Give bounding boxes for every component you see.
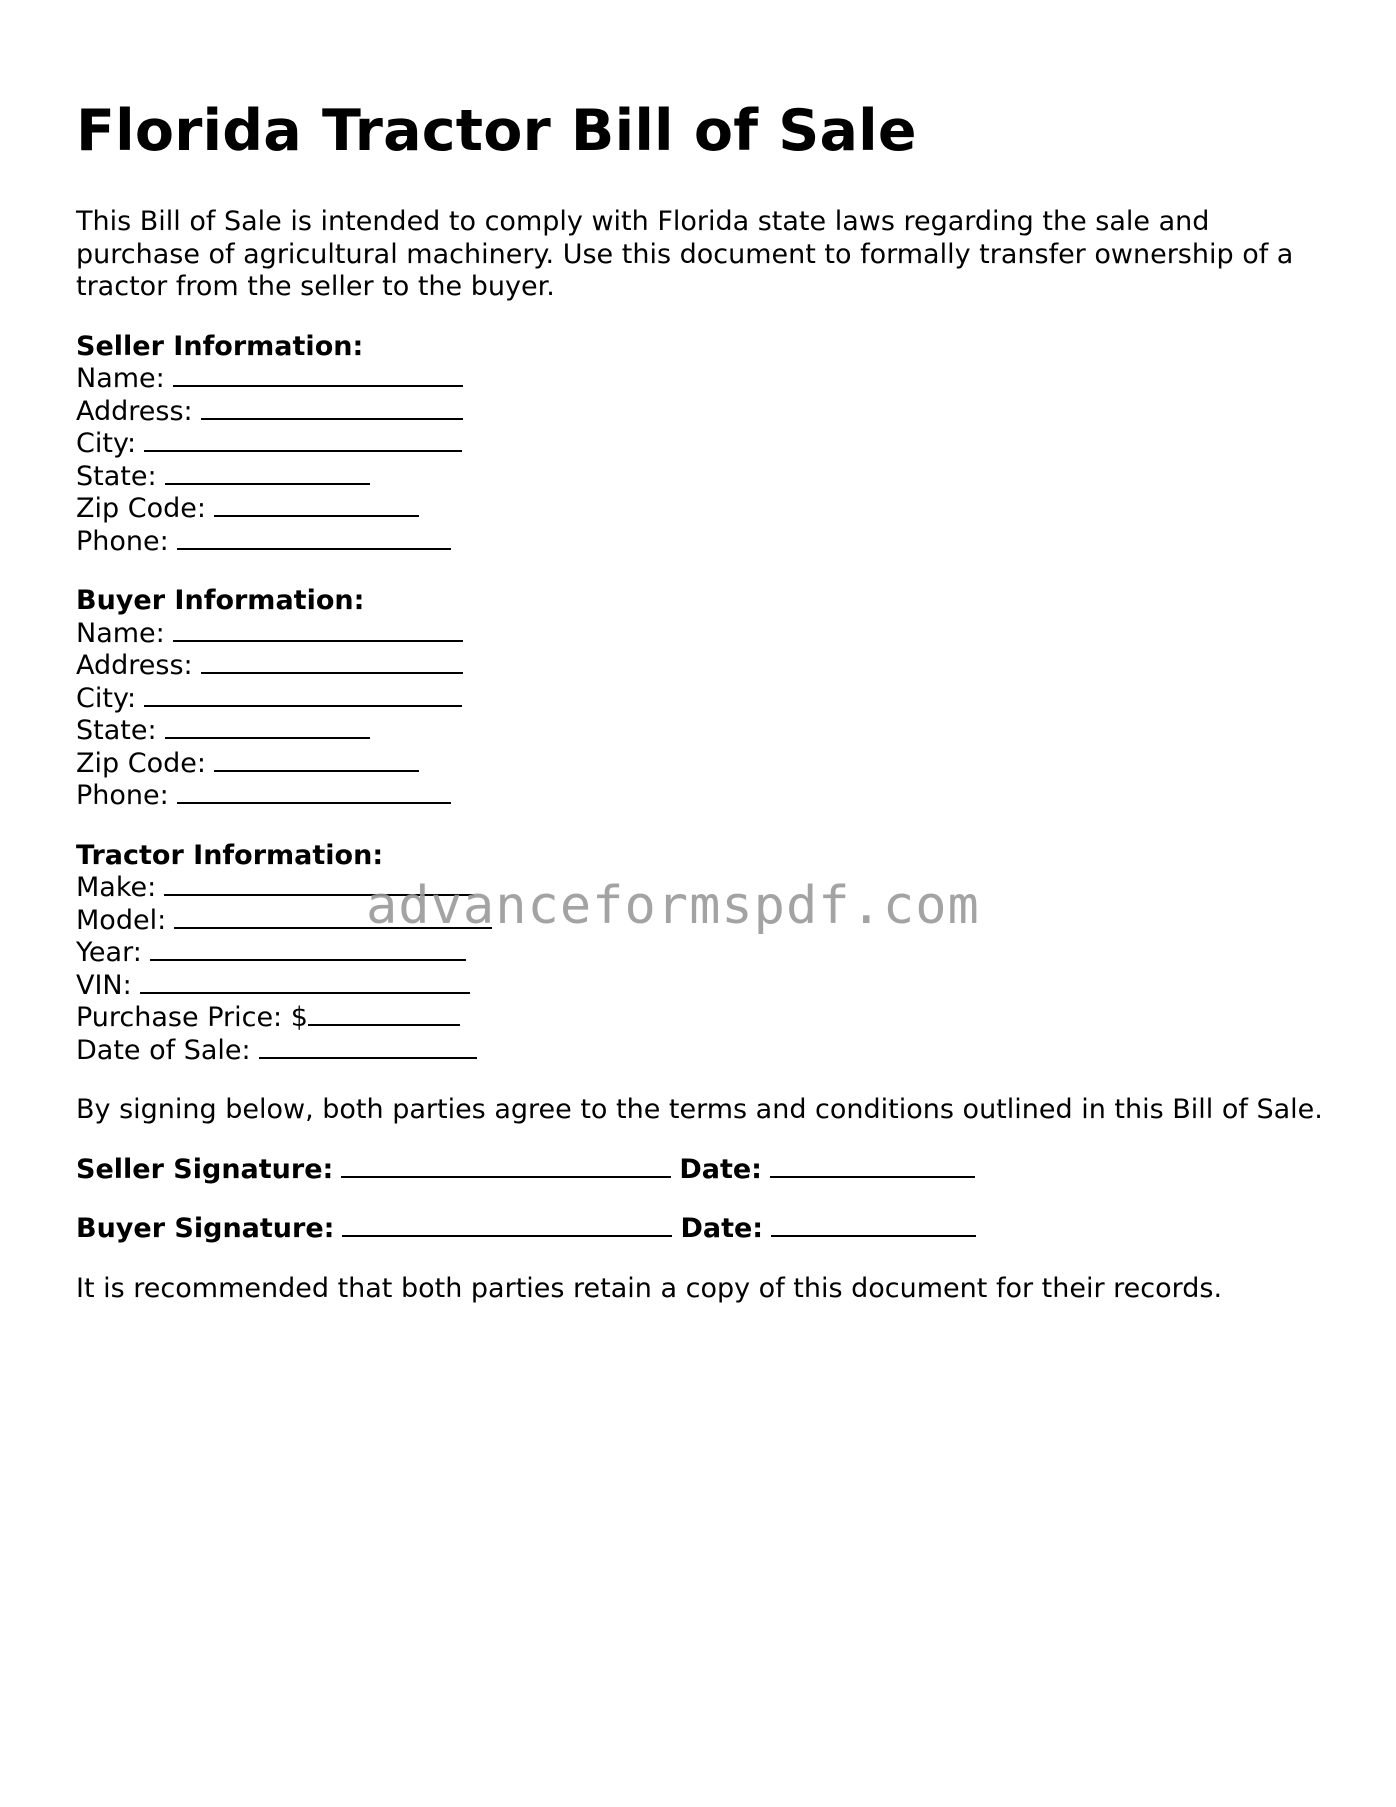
buyer-phone-field bbox=[76, 780, 1326, 813]
buyer-state-field bbox=[76, 715, 1326, 748]
field-label: Model: bbox=[76, 904, 167, 936]
seller-phone-blank[interactable] bbox=[177, 526, 451, 550]
buyer-heading: Buyer Information: bbox=[76, 585, 365, 616]
seller-section bbox=[76, 331, 1326, 559]
buyer-date-label: Date: bbox=[680, 1213, 764, 1244]
field-label: Make: bbox=[76, 872, 157, 903]
field-label: City: bbox=[76, 682, 137, 714]
seller-signature-blank[interactable] bbox=[341, 1154, 671, 1178]
seller-city-blank[interactable] bbox=[144, 428, 462, 452]
tractor-section bbox=[76, 840, 1326, 1068]
buyer-signature-blank[interactable] bbox=[342, 1213, 672, 1237]
agreement-paragraph: By signing below, both parties agree to the terms and conditions outlined in this Bill of Sale. bbox=[76, 1094, 1323, 1125]
seller-heading: Seller Information: bbox=[76, 330, 364, 362]
buyer-section bbox=[76, 585, 1326, 813]
field-label: Zip Code: bbox=[76, 747, 206, 779]
tractor-year-field bbox=[76, 937, 1326, 970]
buyer-state-blank[interactable] bbox=[165, 715, 370, 739]
seller-zip-blank[interactable] bbox=[214, 493, 419, 517]
seller-phone-field bbox=[76, 526, 1326, 559]
tractor-price-blank[interactable] bbox=[308, 1002, 460, 1026]
tractor-vin-field bbox=[76, 970, 1326, 1003]
field-label: Zip Code: bbox=[76, 493, 206, 524]
seller-signature-label: Seller Signature: bbox=[76, 1153, 334, 1185]
seller-name-field bbox=[76, 363, 1326, 396]
seller-state-field bbox=[76, 461, 1326, 494]
field-label: Phone: bbox=[76, 780, 169, 811]
tractor-price-field bbox=[76, 1002, 1326, 1035]
field-label: Address: bbox=[76, 395, 193, 427]
field-label: State: bbox=[76, 460, 157, 492]
buyer-signature-label: Buyer Signature: bbox=[76, 1213, 335, 1244]
tractor-vin-blank[interactable] bbox=[140, 970, 470, 994]
buyer-city-field bbox=[76, 683, 1326, 716]
tractor-date-blank[interactable] bbox=[259, 1035, 477, 1059]
buyer-phone-blank[interactable] bbox=[177, 780, 451, 804]
field-label: Name: bbox=[76, 363, 165, 394]
buyer-city-blank[interactable] bbox=[144, 683, 462, 707]
field-label: City: bbox=[76, 428, 137, 459]
buyer-date-blank[interactable] bbox=[771, 1213, 976, 1237]
buyer-signature-row bbox=[76, 1213, 1326, 1246]
field-label: Date of Sale: bbox=[76, 1034, 251, 1066]
seller-zip-field bbox=[76, 493, 1326, 526]
buyer-address-blank[interactable] bbox=[201, 650, 463, 674]
seller-city-field bbox=[76, 428, 1326, 461]
field-label: VIN: bbox=[76, 969, 132, 1001]
tractor-year-blank[interactable] bbox=[150, 937, 466, 961]
field-label: Year: bbox=[76, 937, 142, 968]
seller-name-blank[interactable] bbox=[173, 363, 463, 387]
seller-signature-row bbox=[76, 1154, 1326, 1187]
field-label: Phone: bbox=[76, 525, 169, 557]
buyer-address-field bbox=[76, 650, 1326, 683]
seller-state-blank[interactable] bbox=[165, 461, 370, 485]
seller-address-blank[interactable] bbox=[201, 396, 463, 420]
seller-date-blank[interactable] bbox=[770, 1154, 975, 1178]
field-label: Name: bbox=[76, 617, 165, 649]
seller-address-field bbox=[76, 396, 1326, 429]
field-label: State: bbox=[76, 715, 157, 746]
tractor-heading: Tractor Information: bbox=[76, 839, 384, 871]
document-page bbox=[76, 96, 1326, 1305]
page-title: Florida Tractor Bill of Sale bbox=[76, 98, 917, 164]
footer-note: It is recommended that both parties retain a copy of this document for their records. bbox=[76, 1272, 1223, 1304]
intro-paragraph: This Bill of Sale is intended to comply with Florida state laws regarding the sale and purchase of agricultural machinery. Use this document to formally transfer ownership of a tractor from the seller to the buyer. bbox=[76, 206, 1294, 302]
watermark-text: advanceformspdf.com bbox=[366, 876, 980, 936]
buyer-name-field bbox=[76, 618, 1326, 651]
field-label: Purchase Price: $ bbox=[76, 1002, 308, 1033]
buyer-zip-blank[interactable] bbox=[214, 748, 419, 772]
buyer-name-blank[interactable] bbox=[173, 618, 463, 642]
field-label: Address: bbox=[76, 650, 193, 681]
seller-date-label: Date: bbox=[679, 1153, 762, 1185]
tractor-date-field bbox=[76, 1035, 1326, 1068]
buyer-zip-field bbox=[76, 748, 1326, 781]
